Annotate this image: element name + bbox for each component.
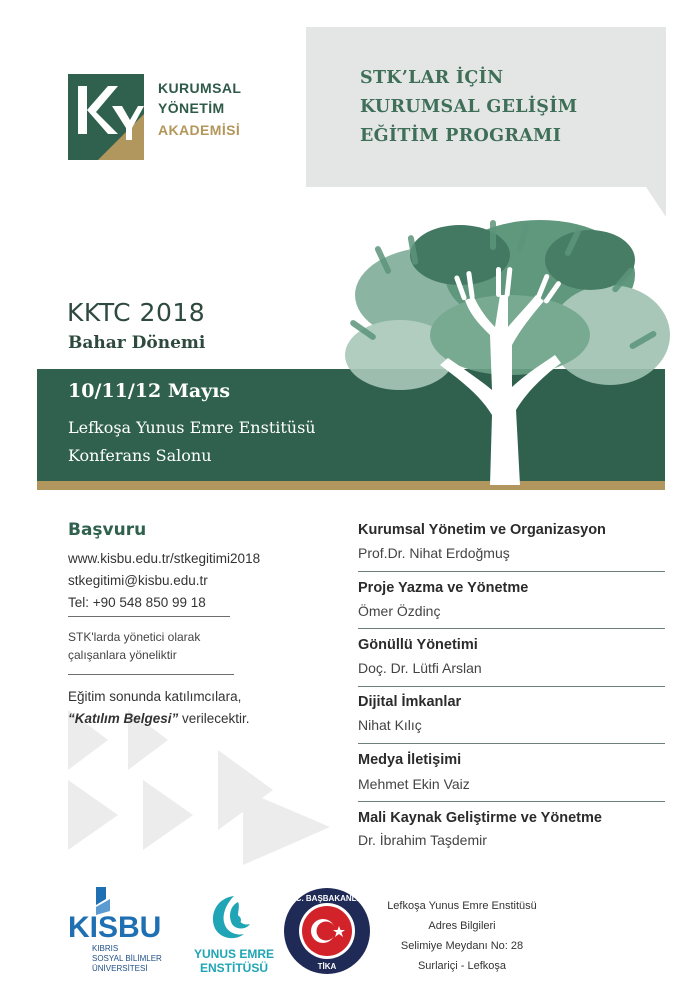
event-date: 10/11/12 Mayıs	[68, 380, 231, 402]
application-url[interactable]: www.kisbu.edu.tr/stkegitimi2018	[68, 551, 261, 566]
svg-text:YUNUS EMRE: YUNUS EMRE	[193, 947, 275, 961]
svg-text:KY: KY	[106, 156, 108, 157]
application-email[interactable]: stkegitimi@kisbu.edu.tr	[68, 573, 208, 588]
address-line-2: Adres Bilgileri	[428, 920, 496, 932]
svg-text:KIBRIS: KIBRIS	[92, 944, 119, 953]
address-line-3: Selimiye Meydanı No: 28	[400, 940, 524, 952]
program-title-line-1: STK’LAR İÇİN	[360, 68, 504, 88]
module-instructor: Dr. İbrahim Taşdemir	[358, 832, 487, 848]
tika-seal-icon	[283, 887, 371, 975]
audience-line-1: STK'larda yönetici olarak	[68, 630, 201, 644]
logo-line-1: KURUMSAL	[158, 80, 242, 96]
application-phone: Tel: +90 548 850 99 18	[68, 595, 206, 610]
certificate-line-2	[68, 711, 250, 726]
module-instructor: Mehmet Ekin Vaiz	[358, 776, 470, 792]
module-title: Kurumsal Yönetim ve Organizasyon	[358, 522, 606, 538]
address-line-4: Surlariçi - Lefkoşa	[417, 960, 507, 972]
divider	[68, 616, 230, 617]
logo-line-2: YÖNETİM	[158, 100, 225, 116]
module-instructor: Prof.Dr. Nihat Erdoğmuş	[358, 545, 510, 561]
svg-text:ENSTİTÜSÜ: ENSTİTÜSÜ	[199, 961, 269, 975]
term-season: Bahar Dönemi	[68, 333, 206, 353]
certificate-rest: verilecektir.	[178, 711, 250, 726]
module-instructor: Nihat Kılıç	[358, 717, 422, 733]
kisbu-logo-icon	[66, 885, 181, 980]
audience-line-2: çalışanlara yöneliktir	[68, 648, 177, 662]
svg-text:KISBU: KISBU	[68, 911, 162, 944]
svg-text:T.C. BAŞBAKANLIK: T.C. BAŞBAKANLIK	[289, 894, 365, 903]
module-divider	[358, 801, 665, 802]
module-divider	[358, 571, 665, 572]
module-title: Gönüllü Yönetimi	[358, 637, 478, 653]
program-title-line-3: EĞİTİM PROGRAMI	[360, 126, 562, 146]
divider	[68, 674, 234, 675]
svg-text:TİKA: TİKA	[317, 962, 337, 971]
program-bubble	[306, 27, 666, 217]
event-hall: Konferans Salonu	[68, 446, 212, 465]
ky-logo-icon	[68, 74, 144, 160]
hands-tree-icon	[340, 215, 670, 485]
address-line-1: Lefkoşa Yunus Emre Enstitüsü	[387, 900, 537, 912]
module-divider	[358, 686, 665, 687]
svg-text:SOSYAL BİLİMLER: SOSYAL BİLİMLER	[92, 954, 162, 963]
certificate-line-1: Eğitim sonunda katılımcılara,	[68, 689, 242, 704]
module-instructor: Ömer Özdinç	[358, 603, 441, 619]
term-year: KKTC 2018	[67, 298, 206, 327]
program-title-line-2: KURUMSAL GELİŞİM	[360, 97, 578, 117]
svg-text:ÜNİVERSİTESİ: ÜNİVERSİTESİ	[92, 964, 148, 973]
event-place: Lefkoşa Yunus Emre Enstitüsü	[68, 418, 316, 437]
module-title: Mali Kaynak Geliştirme ve Yönetme	[358, 810, 602, 826]
module-title: Medya İletişimi	[358, 752, 462, 768]
yunus-emre-logo-icon	[188, 888, 280, 978]
module-divider	[358, 743, 665, 744]
module-title: Dijital İmkanlar	[358, 694, 462, 710]
module-divider	[358, 628, 665, 629]
module-title: Proje Yazma ve Yönetme	[358, 580, 529, 596]
application-title: Başvuru	[68, 520, 147, 540]
logo-line-3: AKADEMİSİ	[158, 122, 241, 138]
module-instructor: Doç. Dr. Lütfi Arslan	[358, 660, 482, 676]
certificate-bold: “Katılım Belgesi”	[68, 711, 179, 726]
